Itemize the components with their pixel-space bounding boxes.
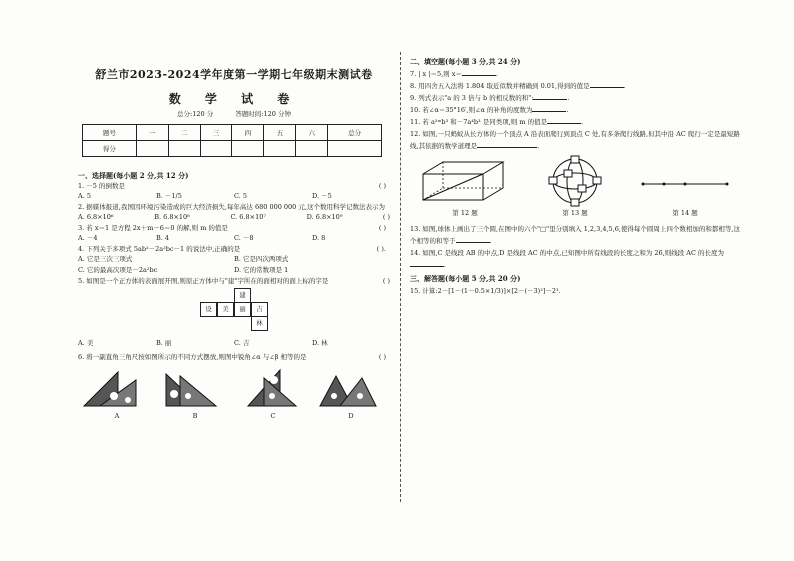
option-b: B. －1/5 [156,192,182,200]
fold-divider [400,52,401,502]
option-b: B. 它是四次两项式 [234,255,289,263]
answer-blank[interactable] [590,80,624,88]
question-3: 3. 若 x＝1 是方程 2x＋m－6＝0 的解,则 m 的值是 ( ) [78,224,386,232]
score-cell[interactable] [200,141,232,157]
option-d: D. 林 [312,339,328,347]
question-4: 4. 下列关于多项式 5ab²－2a²bc－1 的说法中,正确的是 ( ). [78,245,386,253]
option-c: C. 吉 [234,339,250,347]
q4-options-row1 [78,254,390,265]
figure-label-c: C [270,412,276,420]
score-cell: 六 [296,125,328,141]
option-a: A. 6.8×10⁶ [78,213,114,221]
question-10: 10. 若∠α＝35°16′,则∠α 的补角的度数为 . [410,106,569,114]
option-d: D. 6.8×10⁹ [306,213,343,221]
score-table-score-row [83,141,382,157]
figure-label-a: A [114,412,120,420]
question-15: 15. 计算:2－[1－(1－0.5×1/3)]×[2－(－3)²]－2³. [410,287,561,295]
caption-fig13: 第 13 题 [562,209,588,217]
score-cell[interactable] [136,141,168,157]
figure-label-b: B [192,412,198,420]
q12-14-figures [410,154,740,208]
net-cell: 美 [217,302,234,317]
answer-paren: ( ) [382,277,390,285]
cube-net-figure [78,288,390,338]
score-cell[interactable] [168,141,200,157]
right-column [410,56,740,297]
net-cell: 丽 [234,302,251,317]
option-b: B. 4 [156,234,170,242]
score-cell[interactable] [296,141,328,157]
left-column [78,62,390,420]
question-8: 8. 用四舍五入法将 1.804 取近似数并精确到 0.01,得到的值是 . [410,82,626,90]
answer-blank[interactable] [532,104,566,112]
answer-paren: ( ). [376,245,386,253]
answer-paren: ( ) [378,182,386,190]
segment-figure [630,154,740,208]
net-cell: 林 [251,316,268,331]
score-cell: 总分 [328,125,382,141]
option-b: B. 6.8×10⁸ [154,213,190,221]
question-7: 7. | x |＝5,则 x＝ . [410,70,498,78]
section3-title: 三、解答题(每小题 5 分,共 20 分) [410,274,521,283]
option-d: D. 8 [312,234,326,242]
answer-paren: ( ) [378,224,386,232]
question-5: 5. 如图是一个正方体的表面展开图,则原正方体中与"建"字所在的面相对的面上标的字是 ( ) [78,277,390,285]
answer-paren: ( ) [382,213,390,221]
section1-title: 一、选择题(每小题 2 分,共 12 分) [78,171,189,180]
option-b: B. 丽 [156,339,172,347]
triangle-figure-b [156,366,234,412]
question-12: 12. 如图,一只蚂蚁从长方体的一个顶点 A 沿表面爬行到顶点 C 处,有多条爬行线路,但其中沿 AC 爬行一定是最短路线,其依据的数学道理是 . [410,130,740,150]
q3-options [78,233,390,244]
section2-title: 二、填空题(每小题 3 分,共 24 分) [410,57,521,66]
answer-blank[interactable] [410,259,444,267]
exam-title: 舒兰市2023-2024学年度第一学期七年级期末测试卷 [95,68,373,81]
caption-fig14: 第 14 题 [672,209,698,217]
answer-blank[interactable] [547,116,581,124]
triangle-figure-labels [78,412,390,420]
score-cell[interactable] [328,141,382,157]
question-1: 1. －5 的倒数是 ( ) [78,182,386,190]
score-cell: 得分 [83,141,137,157]
question-13: 13. 如图,球体上画出了三个圆,在图中的六个"□"里分别填入 1,2,3,4,5,6,使得每个圆周上四个数相加的和都相等,这个相等的和等于 . [410,225,740,245]
answer-paren: ( ) [378,353,386,361]
caption-fig12: 第 12 题 [452,209,478,217]
score-cell[interactable] [232,141,264,157]
score-cell: 四 [232,125,264,141]
q5-options [78,338,390,349]
answer-blank[interactable] [456,235,490,243]
score-cell[interactable] [264,141,296,157]
figure-label-d: D [348,412,354,420]
option-c: C. 5 [234,192,248,200]
question-9: 9. 列式表示"a 的 3 倍与 b 的相反数的和": . [410,94,570,102]
option-a: A. 它是三次三项式 [78,255,133,263]
triangle-figures [78,366,390,412]
score-cell: 二 [168,125,200,141]
exam-meta [78,109,390,118]
figure-captions [410,208,740,217]
option-a: A. －4 [78,234,98,242]
score-cell: 题号 [83,125,137,141]
option-d: D. －5 [312,192,332,200]
q2-options [78,212,383,223]
score-cell: 一 [136,125,168,141]
option-a: A. 5 [78,192,91,200]
sphere-figure [520,154,630,208]
option-c: C. －8 [234,234,254,242]
option-a: A. 美 [78,339,94,347]
exam-time: 答题时间:120 分钟 [235,110,291,118]
q1-options [78,191,390,202]
answer-blank[interactable] [477,140,537,148]
option-c: C. 它的最高次项是－2a²bc [78,266,158,274]
total-score: 总分:120 分 [177,110,214,118]
question-14: 14. 如图,C 是线段 AB 的中点,D 是线段 AC 的中点,已知图中所有线段的长度之和为 26,则线段 AC 的长度为. [410,249,725,269]
answer-blank[interactable] [462,68,496,76]
score-table-header-row [83,125,382,141]
score-cell: 三 [200,125,232,141]
score-cell: 五 [264,125,296,141]
cuboid-figure [410,154,520,208]
question-11: 11. 若 a²ᵐb³ 和－7a⁴b³ 是同类项,则 m 的值是 . [410,118,584,126]
option-c: C. 6.8×10⁷ [230,213,266,221]
triangle-figure-c [234,366,312,412]
net-cell: 建 [234,288,251,303]
triangle-figure-a [78,366,156,412]
net-cell: 设 [200,302,217,317]
question-6: 6. 将一副直角三角尺按如图所示的不同方式摆放,则图中锐角∠α 与∠β 相等的是 ( ) [78,353,386,361]
question-2: 2. 据媒体报道,我国因环境污染造成的巨大经济损失,每年高达 680 000 000 元,这个数用科学记数法表示为 ( ) [78,203,390,221]
score-table [82,124,382,157]
q4-options-row2 [78,265,390,276]
exam-subject: 数 学 试 卷 [168,92,300,106]
triangle-figure-d [312,366,390,412]
answer-blank[interactable] [533,92,567,100]
net-cell: 吉 [251,302,268,317]
option-d: D. 它的常数项是 1 [234,266,289,274]
